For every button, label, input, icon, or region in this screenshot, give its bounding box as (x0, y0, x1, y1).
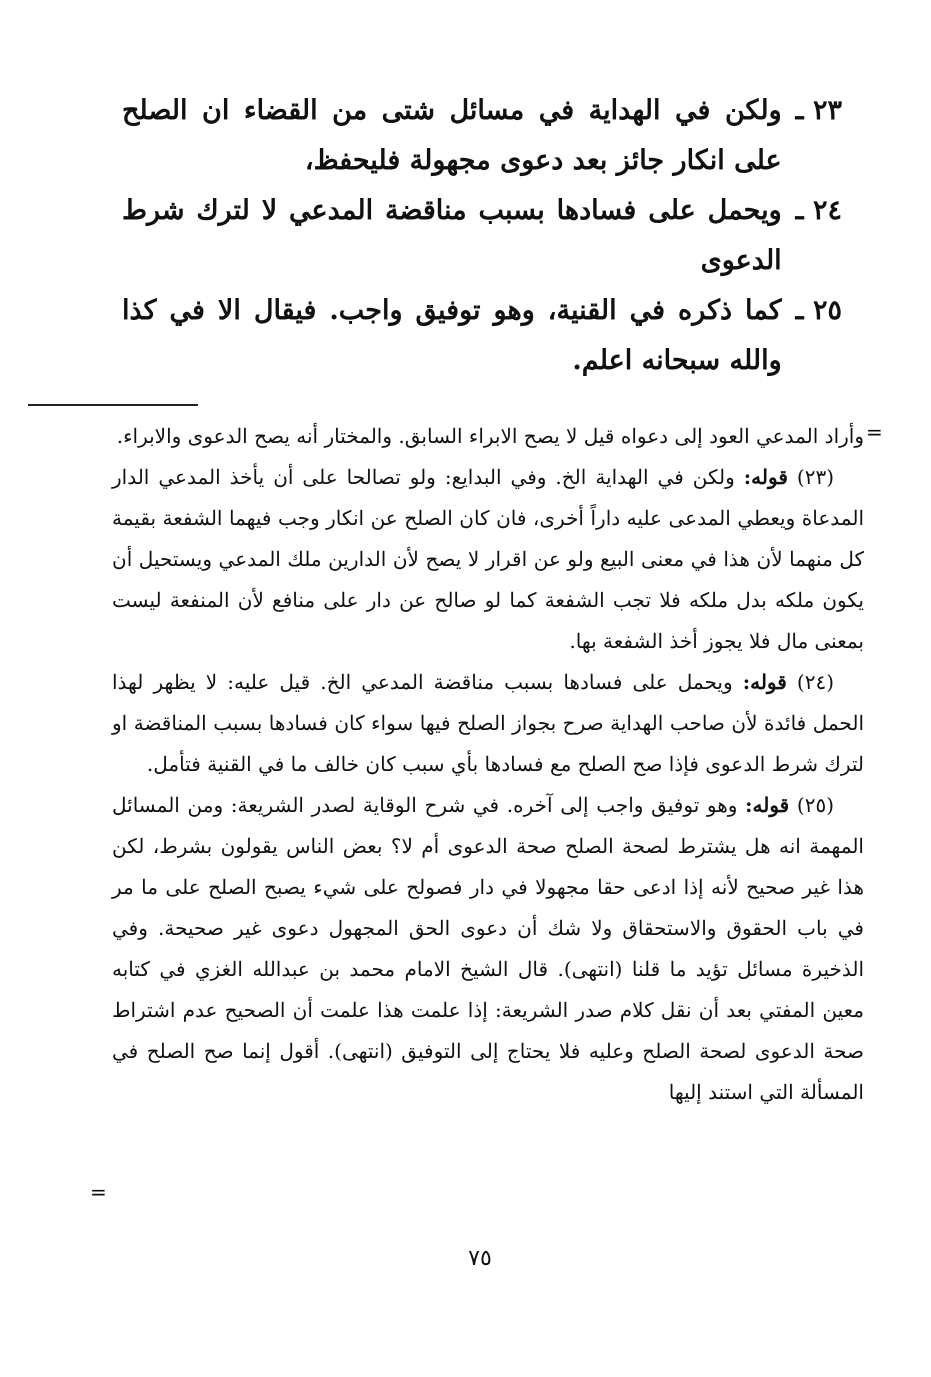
main-text-block (122, 86, 842, 386)
footnote-text: ولكن في الهداية الخ. وفي البدايع: ولو تصالحا على أن يأخذ المدعي الدار المدعاة ويعطي المدعى عليه داراً أخرى، فان كان الصلح عن انكار وجب فيهما الشفعة بقيمة كل منهما لأن هذا في معنى البيع ولو عن اقرار لا يصح لأن الدارين ملك المدعي ويستحيل أن يكون ملكه بدل ملكه فلا تجب الشفعة كما لو صالح عن دار على منافع لأن المنفعة ليست بمعنى مال فلا يجوز أخذ الشفعة بها. (112, 465, 864, 653)
continuation-mark: = (866, 420, 883, 444)
footnote-keyword: قوله: (742, 670, 787, 694)
footnote-25 (112, 785, 864, 1113)
main-item-23 (122, 86, 842, 186)
main-item-text: كما ذكره في القنية، وهو توفيق واجب. فيقال الا في كذا والله سبحانه اعلم. (122, 295, 782, 376)
footnote-number: (٢٤) (796, 670, 835, 694)
page-number: ٧٥ (468, 1246, 492, 1271)
main-item-number: ٢٥ ـ (795, 295, 842, 326)
footnote-number: (٢٥) (796, 793, 835, 817)
footnote-number: (٢٣) (796, 465, 834, 489)
footnote-keyword: قوله: (743, 465, 788, 489)
footnote-text: وهو توفيق واجب إلى آخره. في شرح الوقاية لصدر الشريعة: ومن المسائل المهمة انه هل يشترط لصحة الصلح صحة الدعوى أم لا؟ بعض الناس يقولون بشرط، لكن هذا غير صحيح لأنه إذا ادعى حقا مجهولا في دار فصولح على شيء يصبح الصلح على ما مر في باب الحقوق والاستحقاق ولا شك أن دعوى الحق المجهول دعوى غير صحيحة. وفي الذخيرة مسائل تؤيد ما قلنا (انتهى). قال الشيخ الامام محمد بن عبدالله الغزي في كتابه معين المفتي بعد أن نقل كلام صدر الشريعة: إذا علمت هذا علمت أن الصحيح عدم اشتراط صحة الدعوى لصحة الصلح وعليه فلا يحتاج إلى التوفيق (انتهى). أقول إنما صح الصلح في المسألة التي استند إليها (112, 793, 864, 1104)
main-item-number: ٢٣ ـ (795, 95, 842, 126)
main-item-text: ويحمل على فسادها بسبب مناقضة المدعي لا لترك شرط الدعوى (122, 195, 782, 276)
footnotes-block (112, 416, 864, 1113)
footnote-text: ويحمل على فسادها بسبب مناقضة المدعي الخ. قيل عليه: لا يظهر لهذا الحمل فائدة لأن صاحب الهداية صرح بجواز الصلح فيها سواء كان فسادها بسبب المناقضة او لترك شرط الدعوى فإذا صح الصلح مع فسادها بأي سبب كان خالف ما في القنية فتأمل. (112, 670, 864, 776)
main-item-text: ولكن في الهداية في مسائل شتى من القضاء ان الصلح على انكار جائز بعد دعوى مجهولة فليحفظ، (122, 95, 782, 176)
footnote-23 (112, 457, 864, 662)
footnote-24 (112, 662, 864, 785)
main-item-24 (122, 186, 842, 286)
main-item-25 (122, 286, 842, 386)
main-item-number: ٢٤ ـ (795, 195, 842, 226)
continues-next-page-mark: = (90, 1180, 107, 1204)
footnote-continuation: وأراد المدعي العود إلى دعواه قيل لا يصح الابراء السابق. والمختار أنه يصح الدعوى والابراء. (116, 424, 864, 448)
footnote-separator (28, 404, 198, 406)
footnote-keyword: قوله: (745, 793, 790, 817)
